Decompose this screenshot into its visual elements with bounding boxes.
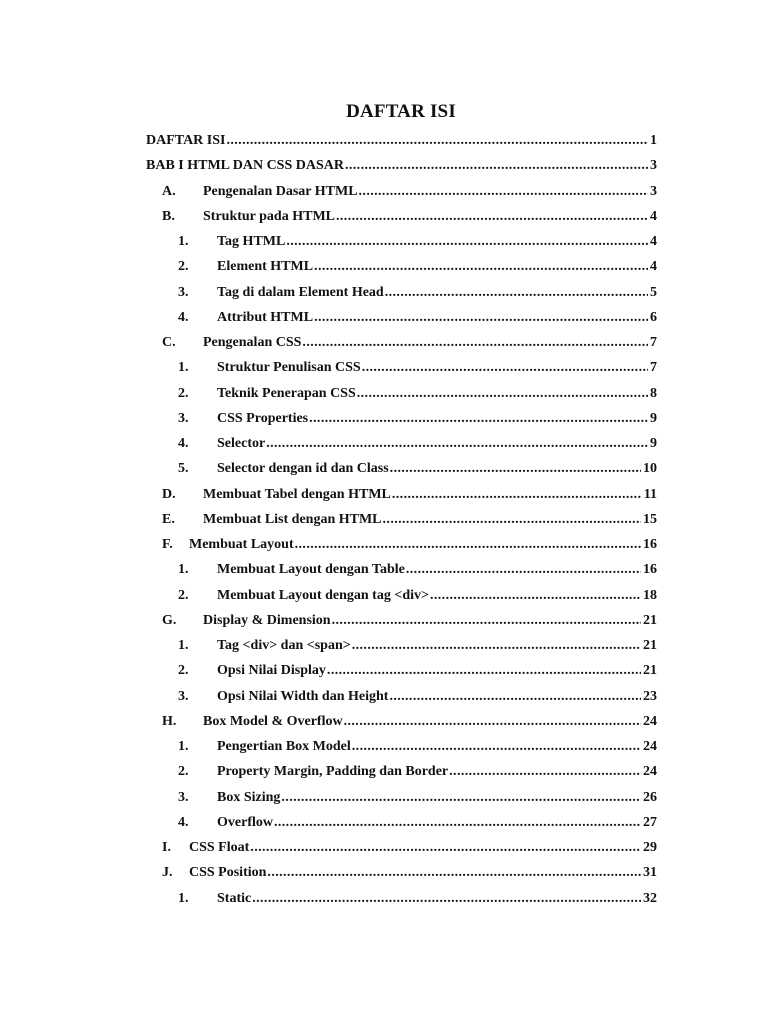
toc-entry-page-number: 31 (643, 865, 657, 881)
toc-dot-leader (226, 128, 648, 153)
toc-entry-page-number: 4 (650, 234, 657, 249)
toc-entry-line (146, 153, 657, 178)
toc-entry-line (217, 886, 657, 911)
toc-entry[interactable] (0, 330, 768, 355)
toc-entry-number: F. (162, 537, 173, 552)
toc-entry-page-number: 24 (643, 713, 657, 729)
toc-dot-leader (286, 229, 648, 254)
toc-entry-label: Selector (217, 436, 266, 451)
toc-dot-leader (252, 886, 641, 911)
toc-entry[interactable] (0, 153, 768, 178)
toc-entry-page-number: 4 (650, 208, 657, 224)
toc-entry-line (203, 179, 657, 204)
toc-entry[interactable] (0, 355, 768, 380)
toc-dot-leader (274, 810, 641, 835)
toc-entry-line (217, 759, 657, 784)
toc-entry-line (217, 305, 657, 330)
toc-entry-page-number: 7 (650, 335, 657, 350)
toc-dot-leader (385, 280, 648, 305)
toc-entry-page-number: 27 (643, 814, 657, 830)
toc-entry[interactable] (0, 204, 768, 229)
toc-dot-leader (302, 330, 648, 355)
toc-entry-line (203, 330, 657, 355)
toc-dot-leader (406, 557, 641, 582)
toc-entry-page-number: 21 (643, 612, 657, 628)
toc-dot-leader (390, 456, 641, 481)
toc-entry[interactable] (0, 532, 768, 557)
toc-entry-line (217, 583, 657, 608)
toc-entry-number: 4. (178, 814, 189, 830)
toc-entry-label: Attribut HTML (217, 309, 314, 325)
toc-entry[interactable] (0, 860, 768, 885)
toc-entry[interactable] (0, 482, 768, 507)
page-title: DAFTAR ISI (346, 101, 456, 122)
toc-entry-line (217, 734, 657, 759)
toc-entry[interactable] (0, 305, 768, 330)
toc-dot-leader (314, 305, 648, 330)
toc-entry-line (203, 482, 657, 507)
toc-entry-label: Element HTML (217, 259, 314, 275)
toc-entry-number: 4. (178, 309, 189, 325)
toc-dot-leader (449, 759, 641, 784)
toc-entry[interactable] (0, 759, 768, 784)
toc-dot-leader (309, 406, 648, 431)
toc-entry-label: Membuat Tabel dengan HTML (203, 486, 391, 502)
toc-entry-label: Selector dengan id dan Class (217, 461, 389, 477)
toc-dot-leader (357, 381, 648, 406)
toc-entry-number: B. (162, 208, 175, 224)
toc-entry-number: 1. (178, 890, 189, 906)
toc-entry-number: 2. (178, 764, 189, 780)
toc-entry[interactable] (0, 684, 768, 709)
toc-entry-number: 5. (178, 461, 189, 477)
toc-dot-leader (352, 734, 641, 759)
toc-entry-number: 3. (178, 789, 189, 805)
toc-entry-number: D. (162, 486, 176, 502)
toc-entry-number: 2. (178, 663, 189, 679)
toc-entry[interactable] (0, 507, 768, 532)
toc-entry[interactable] (0, 608, 768, 633)
toc-dot-leader (392, 482, 642, 507)
toc-entry-line (217, 381, 657, 406)
toc-entry-label: Box Sizing (217, 789, 281, 805)
toc-entry-number: 1. (178, 562, 189, 578)
toc-entry-line (217, 557, 657, 582)
toc-entry-label: Pengenalan Dasar HTML (203, 183, 358, 199)
toc-dot-leader (336, 204, 648, 229)
toc-entry-page-number: 9 (650, 410, 657, 426)
toc-entry-page-number: 32 (643, 890, 657, 906)
toc-entry-number: 1. (178, 739, 189, 754)
toc-entry-page-number: 26 (643, 789, 657, 805)
toc-entry[interactable] (0, 658, 768, 683)
toc-entry[interactable] (0, 254, 768, 279)
toc-entry-page-number: 21 (643, 663, 657, 679)
toc-entry-line (189, 532, 657, 557)
toc-entry-line (146, 128, 657, 153)
toc-entry-number: E. (162, 511, 175, 527)
toc-dot-leader (267, 860, 641, 885)
toc-entry-label: Tag <div> dan <span> (217, 638, 351, 653)
toc-entry-page-number: 21 (643, 638, 657, 653)
toc-entry-label: Display & Dimension (203, 612, 331, 628)
toc-entry-number: 3. (178, 688, 189, 704)
toc-entry-label: Membuat Layout (189, 537, 294, 552)
toc-entry-line (189, 835, 657, 860)
toc-entry-label: Membuat List dengan HTML (203, 511, 382, 527)
toc-entry-line (217, 355, 657, 380)
toc-entry-line (217, 254, 657, 279)
toc-dot-leader (344, 709, 641, 734)
toc-entry-line (217, 633, 657, 658)
toc-entry[interactable] (0, 179, 768, 204)
toc-entry-label: Pengenalan CSS (203, 335, 302, 350)
toc-entry-line (203, 204, 657, 229)
toc-dot-leader (352, 633, 641, 658)
toc-entry-label: Tag di dalam Element Head (217, 284, 384, 300)
toc-entry-page-number: 16 (643, 537, 657, 552)
toc-entry-page-number: 1 (650, 133, 657, 148)
toc-entry-number: C. (162, 335, 176, 350)
toc-entry-line (217, 810, 657, 835)
toc-dot-leader (327, 658, 641, 683)
toc-dot-leader (389, 684, 641, 709)
toc-entry[interactable] (0, 633, 768, 658)
toc-entry-page-number: 9 (650, 436, 657, 451)
toc-dot-leader (250, 835, 641, 860)
toc-entry[interactable] (0, 456, 768, 481)
toc-entry-page-number: 6 (650, 309, 657, 325)
toc-entry-line (203, 507, 657, 532)
toc-entry-page-number: 8 (650, 385, 657, 401)
toc-entry[interactable] (0, 381, 768, 406)
toc-entry-label: BAB I HTML DAN CSS DASAR (146, 158, 344, 174)
toc-entry-line (217, 431, 657, 456)
toc-entry[interactable] (0, 406, 768, 431)
toc-entry[interactable] (0, 128, 768, 153)
toc-entry-label: DAFTAR ISI (146, 133, 226, 148)
toc-entry[interactable] (0, 810, 768, 835)
toc-entry-label: CSS Position (189, 865, 267, 881)
toc-entry-page-number: 16 (643, 562, 657, 578)
toc-entry-label: Tag HTML (217, 234, 286, 249)
toc-entry-number: G. (162, 612, 177, 628)
toc-entry-label: Struktur Penulisan CSS (217, 360, 361, 376)
toc-dot-leader (314, 254, 648, 279)
toc-entry-label: CSS Properties (217, 410, 309, 426)
toc-entry-page-number: 29 (643, 840, 657, 855)
toc-entry-page-number: 10 (643, 461, 657, 477)
toc-entry-page-number: 24 (643, 764, 657, 780)
toc-entry[interactable] (0, 835, 768, 860)
toc-entry[interactable] (0, 886, 768, 911)
toc-dot-leader (332, 608, 641, 633)
toc-entry[interactable] (0, 229, 768, 254)
toc-entry-line (203, 709, 657, 734)
toc-entry-line (217, 785, 657, 810)
toc-entry-page-number: 3 (650, 158, 657, 174)
toc-dot-leader (266, 431, 648, 456)
toc-entry-line (217, 456, 657, 481)
toc-entry-line (217, 229, 657, 254)
toc-entry[interactable] (0, 557, 768, 582)
toc-entry-label: Membuat Layout dengan Table (217, 562, 405, 578)
toc-entry-line (217, 280, 657, 305)
toc-entry-line (203, 608, 657, 633)
toc-entry-number: 1. (178, 360, 189, 376)
toc-entry-number: I. (162, 840, 171, 855)
toc-entry-number: 3. (178, 284, 189, 300)
toc-entry[interactable] (0, 431, 768, 456)
toc-entry-number: H. (162, 713, 177, 729)
toc-entry-label: Property Margin, Padding dan Border (217, 764, 449, 780)
toc-entry-page-number: 11 (643, 486, 657, 502)
toc-entry-number: J. (162, 865, 173, 881)
toc-entry-page-number: 18 (643, 587, 657, 603)
toc-entry-label: Teknik Penerapan CSS (217, 385, 356, 401)
toc-entry[interactable] (0, 709, 768, 734)
toc-entry-page-number: 15 (643, 511, 657, 527)
toc-entry-label: Static (217, 890, 252, 906)
toc-dot-leader (383, 507, 641, 532)
toc-entry-number: A. (162, 183, 176, 199)
toc-entry-page-number: 23 (643, 688, 657, 704)
toc-entry-line (217, 684, 657, 709)
toc-entry-label: Opsi Nilai Display (217, 663, 326, 679)
toc-dot-leader (345, 153, 648, 178)
toc-entry-page-number: 7 (650, 360, 657, 376)
toc-entry-line (217, 658, 657, 683)
toc-dot-leader (295, 532, 641, 557)
toc-dot-leader (362, 355, 648, 380)
toc-entry-page-number: 3 (650, 183, 657, 199)
toc-entry-number: 1. (178, 638, 189, 653)
toc-entry-line (217, 406, 657, 431)
toc-entry-label: Box Model & Overflow (203, 713, 343, 729)
table-of-contents (0, 128, 768, 911)
toc-entry-label: Overflow (217, 814, 273, 830)
toc-entry-number: 2. (178, 587, 189, 603)
toc-entry[interactable] (0, 583, 768, 608)
toc-dot-leader (359, 179, 648, 204)
toc-dot-leader (281, 785, 641, 810)
toc-entry[interactable] (0, 734, 768, 759)
toc-entry-label: Membuat Layout dengan tag <div> (217, 587, 429, 603)
toc-entry-label: Struktur pada HTML (203, 208, 335, 224)
toc-entry-number: 4. (178, 436, 189, 451)
toc-entry-page-number: 24 (643, 739, 657, 754)
toc-dot-leader (430, 583, 641, 608)
toc-entry-number: 1. (178, 234, 189, 249)
toc-entry[interactable] (0, 280, 768, 305)
toc-entry-line (189, 860, 657, 885)
toc-entry-number: 3. (178, 410, 189, 426)
toc-entry-label: Opsi Nilai Width dan Height (217, 688, 389, 704)
toc-entry-number: 2. (178, 259, 189, 275)
toc-entry-label: CSS Float (189, 840, 250, 855)
toc-entry-label: Pengertian Box Model (217, 739, 351, 754)
toc-entry-number: 2. (178, 385, 189, 401)
toc-entry[interactable] (0, 785, 768, 810)
toc-entry-page-number: 5 (650, 284, 657, 300)
toc-entry-page-number: 4 (650, 259, 657, 275)
